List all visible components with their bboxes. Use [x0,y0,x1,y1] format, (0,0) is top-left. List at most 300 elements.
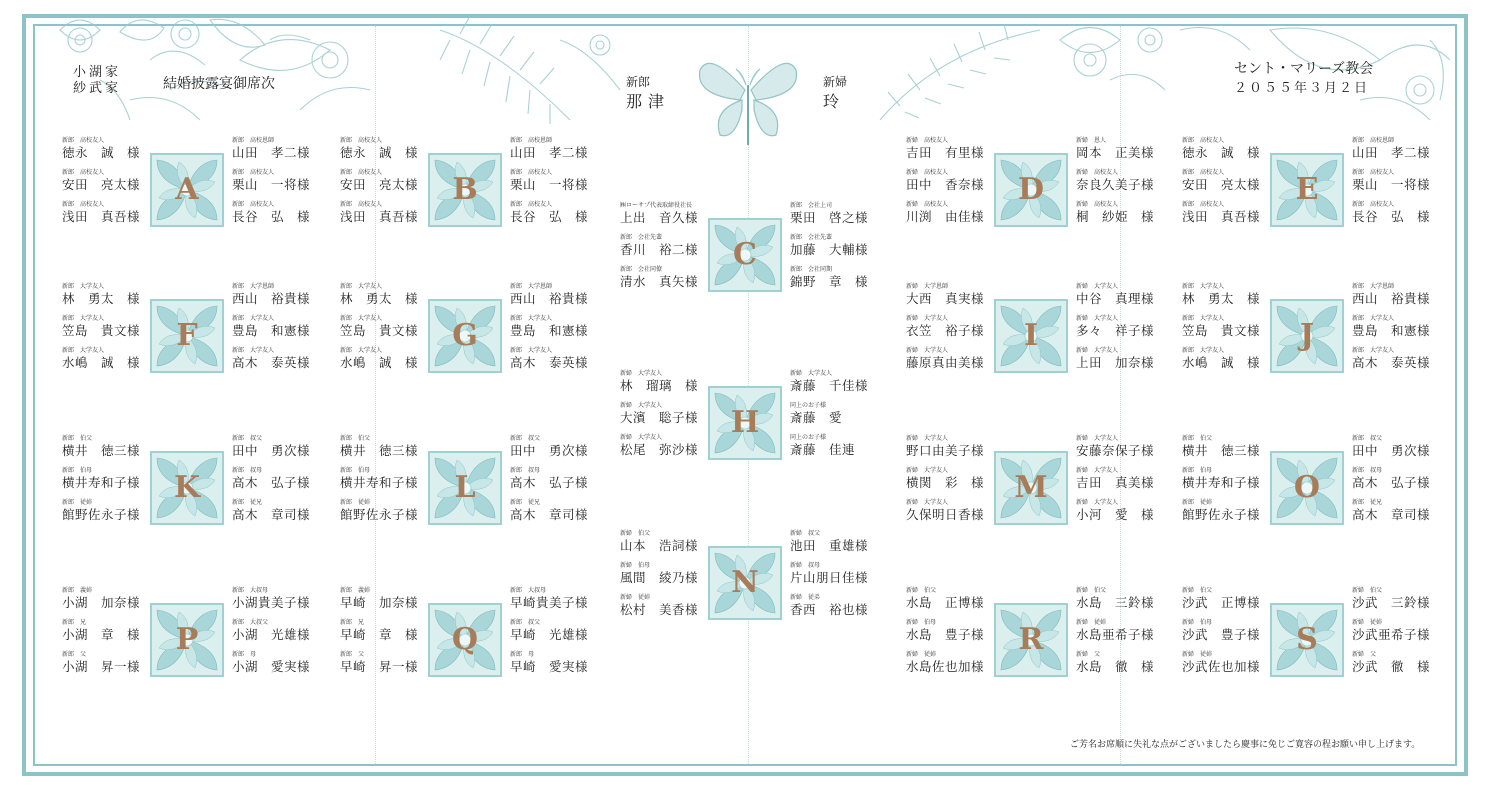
guest-name: 山田 孝二様 [232,145,311,160]
guest-relation: 新郎 高校友人 [232,169,275,176]
guest-name: 沙武 三鈴様 [1352,595,1431,610]
guest-name: 水嶋 誠 様 [1182,355,1261,370]
guest-name: 西山 裕貴様 [510,291,589,306]
guest-entry [1182,587,1268,611]
guest-relation: 新郎 会社先輩 [790,234,833,241]
guest-relation: 新郎 兄 [62,619,87,626]
guest-name: 徳永 誠 様 [1182,145,1261,160]
guest-entry [1076,435,1162,459]
table-n [620,530,870,650]
guest-name: 横井寿和子様 [62,475,141,490]
guest-entry [1352,347,1438,371]
table-letter: S [1296,622,1318,657]
guest-relation: 新郎 従兄 [510,499,541,506]
guest-name: 沙武亜希子様 [1352,627,1431,642]
guest-relation: 新郎 叔父 [510,619,541,626]
guest-relation: 新郎 高校友人 [62,137,105,144]
guest-entry [1076,169,1162,193]
guest-entry [1076,137,1162,161]
guest-relation: 新婦 大学友人 [1076,315,1119,322]
table-letter: C [733,237,757,272]
guest-relation: 新郎 母 [510,651,535,658]
table-marker-tile [150,153,224,227]
guest-relation: 新郎 高校友人 [1182,137,1225,144]
guest-name: 林 勇太 様 [340,291,419,306]
guest-name: 高木 弘子様 [1352,475,1431,490]
guest-relation: 新郎 大学恩師 [510,283,553,290]
table-marker-tile [1270,153,1344,227]
footer-note: ご芳名お席順に失礼な点がございましたら慶事に免じご寛容の程お願い申し上げます。 [1070,740,1421,750]
guest-relation: 新郎 従姉 [340,499,371,506]
guest-name: 吉田 真美様 [1076,475,1155,490]
table-letter: O [1293,470,1321,505]
guest-relation: 新婦 従弟 [790,594,821,601]
guest-entry [62,347,148,371]
guest-name: 大西 真実様 [906,291,985,306]
guest-entry [906,619,992,643]
guest-entry [1352,499,1438,523]
guest-relation: 新婦 大学友人 [1076,499,1119,506]
guest-name: 横井 徳三様 [62,443,141,458]
guest-entry [232,201,318,225]
guest-name: 徳永 誠 様 [62,145,141,160]
guest-name: 大濱 聡子様 [620,410,699,425]
guest-entry [1076,651,1162,675]
guest-relation: 新郎 従兄 [232,499,263,506]
guest-relation: 同上のお子様 [790,402,827,409]
guest-entry [510,137,596,161]
guest-name: 小湖 光雄様 [232,627,311,642]
guest-name: 小湖貴美子様 [232,595,311,610]
bride-name: 玲 [823,92,846,111]
guest-entry [340,467,426,491]
guest-name: 風間 綾乃様 [620,570,699,585]
guest-entry [232,587,318,611]
guest-entry [620,562,706,586]
guest-name: 長谷 弘 様 [1352,209,1431,224]
guest-entry [1352,169,1438,193]
guest-entry [232,169,318,193]
guest-name: 西山 裕貴様 [232,291,311,306]
guest-entry [620,370,706,394]
guest-entry [510,347,596,371]
guest-entry [62,619,148,643]
guest-name: 安田 亮太様 [340,177,419,192]
guest-name: 加藤 大輔様 [790,242,869,257]
guest-name: 水嶋 誠 様 [340,355,419,370]
guest-relation: 新郎 高校恩師 [232,137,275,144]
guest-name: 安田 亮太様 [1182,177,1261,192]
guest-name: 松村 美香様 [620,602,699,617]
table-marker-tile [1270,451,1344,525]
guest-name: 衣笠 裕子様 [906,323,985,338]
guest-entry [906,435,992,459]
guest-entry [620,202,706,226]
guest-entry [232,347,318,371]
guest-entry [906,499,992,523]
guest-relation: 新郎 会社同期 [790,266,833,273]
table-letter: I [1023,318,1039,353]
table-marker-tile [708,546,782,620]
table-letter: H [730,405,760,440]
guest-entry [620,234,706,258]
guest-entry [906,137,992,161]
guest-relation: 新婦 大学友人 [620,402,663,409]
guest-relation: 新郎 大学友人 [62,283,105,290]
guest-relation: 新郎 大学友人 [510,347,553,354]
guest-relation: 新婦 伯母 [620,562,651,569]
groom-label: 新郎 [626,75,651,89]
guest-name: 豊島 和憲様 [1352,323,1431,338]
guest-entry [62,201,148,225]
guest-name: 栗田 啓之様 [790,210,869,225]
guest-name: 安田 亮太様 [62,177,141,192]
guest-name: 吉田 有里様 [906,145,985,160]
guest-entry [1076,315,1162,339]
guest-name: 片山朋日佳様 [790,570,869,585]
guest-entry [1182,651,1268,675]
guest-relation: 新郎 伯父 [62,435,93,442]
table-letter: N [731,565,759,600]
guest-relation: 新婦 恩人 [1076,137,1107,144]
guest-relation: 新郎 高校友人 [1352,201,1395,208]
guest-relation: 新郎 従姉 [62,499,93,506]
guest-relation: 新婦 大学友人 [906,315,949,322]
guest-entry [906,467,992,491]
guest-entry [232,315,318,339]
guest-name: 館野佐永子様 [62,507,141,522]
guest-entry [1182,467,1268,491]
guest-entry [510,283,596,307]
guest-relation: 新郎 大学友人 [340,283,383,290]
guest-entry [1352,137,1438,161]
guest-name: 池田 重雄様 [790,538,869,553]
guest-name: 奈良久美子様 [1076,177,1155,192]
guest-name: 水島 豊子様 [906,627,985,642]
guest-name: 桐 紗姫 様 [1076,209,1155,224]
guest-relation: 新郎 高校友人 [232,201,275,208]
table-marker-tile [428,451,502,525]
guest-entry [790,234,876,258]
guest-relation: 新郎 大学友人 [232,315,275,322]
guest-entry [340,499,426,523]
guest-relation: 新郎 大学友人 [1182,283,1225,290]
guest-entry [1352,435,1438,459]
guest-name: 水嶋 誠 様 [62,355,141,370]
table-letter: G [452,318,478,353]
guest-name: 山本 浩詞様 [620,538,699,553]
table-marker-tile [708,386,782,460]
guest-entry [1352,467,1438,491]
table-g [340,283,590,403]
guest-name: 清水 真矢様 [620,274,699,289]
guest-relation: 新郎 叔母 [1352,467,1383,474]
table-r [906,587,1156,707]
table-s [1182,587,1432,707]
guest-relation: 新婦 従姉 [620,594,651,601]
table-marker-tile [428,603,502,677]
family-name-2: 紗武家 [73,81,122,96]
guest-relation: 新婦 伯母 [1182,619,1213,626]
guest-relation: 新郎 伯父 [340,435,371,442]
guest-name: 水島 正博様 [906,595,985,610]
guest-relation: 新郎 従兄 [1352,499,1383,506]
guest-name: 館野佐永子様 [340,507,419,522]
guest-name: 小湖 加奈様 [62,595,141,610]
guest-relation: 新婦 高校友人 [906,137,949,144]
guest-entry [1076,467,1162,491]
guest-name: 多々 祥子様 [1076,323,1155,338]
guest-relation: 新郎 大学恩師 [232,283,275,290]
guest-name: 豊島 和憲様 [510,323,589,338]
guest-relation: 新郎 義姉 [340,587,371,594]
guest-name: 山田 孝二様 [510,145,589,160]
guest-name: 高木 泰英様 [510,355,589,370]
guest-entry [906,347,992,371]
guest-relation: 新婦 大学友人 [620,370,663,377]
guest-entry [62,137,148,161]
guest-entry [62,651,148,675]
table-letter: E [1295,172,1319,207]
guest-name: 水島 三鈴様 [1076,595,1155,610]
guest-entry [1076,499,1162,523]
guest-relation: 新婦 伯父 [906,587,937,594]
guest-entry [620,266,706,290]
guest-name: 栗山 一将様 [1352,177,1431,192]
guest-entry [510,435,596,459]
guest-name: 田中 勇次様 [1352,443,1431,458]
table-h [620,370,870,490]
guest-name: 高木 章司様 [510,507,589,522]
guest-relation: 新郎 高校友人 [1182,169,1225,176]
guest-entry [62,315,148,339]
guest-entry [232,651,318,675]
guest-name: 西山 裕貴様 [1352,291,1431,306]
guest-name: 林 勇太 様 [62,291,141,306]
guest-name: 藤原真由美様 [906,355,985,370]
guest-relation: 新郎 高校友人 [510,201,553,208]
guest-entry [62,283,148,307]
table-letter: K [173,470,201,505]
guest-entry [340,651,426,675]
table-letter: B [452,172,478,207]
table-m [906,435,1156,555]
guest-entry [906,587,992,611]
table-letter: Q [451,622,479,657]
guest-relation: 新郎 高校恩師 [1352,137,1395,144]
table-letter: A [175,172,199,207]
guest-entry [906,283,992,307]
guest-relation: 新郎 大叔母 [232,587,269,594]
guest-entry [340,201,426,225]
guest-relation: 新郎 大学友人 [232,347,275,354]
guest-name: 笠島 貴文様 [62,323,141,338]
guest-entry [620,530,706,554]
guest-name: 川渕 由佳様 [906,209,985,224]
table-marker-tile [150,603,224,677]
guest-entry [1076,347,1162,371]
guest-name: 斎藤 千佳様 [790,378,869,393]
guest-relation: 新郎 伯母 [340,467,371,474]
table-marker-tile [994,153,1068,227]
guest-entry [790,530,876,554]
guest-entry [340,347,426,371]
guest-entry [510,499,596,523]
guest-entry [1076,201,1162,225]
guest-relation: 新郎 大学友人 [62,347,105,354]
guest-name: 早崎 光雄様 [510,627,589,642]
guest-relation: 新郎 会社同僚 [620,266,663,273]
guest-entry [340,619,426,643]
guest-entry [906,651,992,675]
guest-name: 松尾 弥沙様 [620,442,699,457]
guest-name: 長谷 弘 様 [510,209,589,224]
guest-name: 水島 徹 様 [1076,659,1155,674]
guest-relation: 新郎 大学友人 [1182,347,1225,354]
guest-entry [1076,587,1162,611]
guest-name: 香川 裕二様 [620,242,699,257]
guest-name: 高木 章司様 [232,507,311,522]
guest-name: 水島佐也加様 [906,659,985,674]
guest-name: 上出 音久様 [620,210,699,225]
guest-entry [790,202,876,226]
guest-relation: 新婦 大学友人 [1076,283,1119,290]
guest-name: 豊島 和憲様 [232,323,311,338]
guest-relation: 新郎 兄 [340,619,365,626]
guest-name: 安藤奈保子様 [1076,443,1155,458]
guest-entry [1182,347,1268,371]
guest-relation: 新郎 大学友人 [1352,347,1395,354]
guest-entry [1076,619,1162,643]
table-b [340,137,590,257]
guest-name: 早崎 章 様 [340,627,419,642]
guest-relation: 新婦 父 [1352,651,1377,658]
guest-relation: 新郎 母 [232,651,257,658]
guest-entry [510,587,596,611]
guest-relation: 新郎 高校友人 [340,137,383,144]
guest-relation: 新婦 従姉 [1076,619,1107,626]
guest-name: 林 瑠璃 様 [620,378,699,393]
guest-relation: 新婦 高校友人 [906,169,949,176]
guest-relation: 新婦 伯父 [1076,587,1107,594]
guest-relation: 新郎 高校友人 [340,201,383,208]
table-k [62,435,312,555]
table-marker-tile [1270,603,1344,677]
guest-entry [62,587,148,611]
guest-name: 笠島 貴文様 [340,323,419,338]
table-marker-tile [994,603,1068,677]
guest-relation: 新婦 大学友人 [1076,435,1119,442]
guest-entry [790,402,876,426]
guest-relation: ㈱ローサプ代表取締役社長 [620,202,693,209]
guest-relation: 新婦 大学友人 [906,467,949,474]
guest-entry [1352,651,1438,675]
guest-entry [1352,619,1438,643]
guest-entry [1182,201,1268,225]
guest-name: 笠島 貴文様 [1182,323,1261,338]
table-f [62,283,312,403]
guest-relation: 新郎 大学友人 [340,347,383,354]
guest-entry [510,315,596,339]
guest-relation: 新郎 高校友人 [1182,201,1225,208]
guest-name: 中谷 真理様 [1076,291,1155,306]
guest-name: 香西 裕也様 [790,602,869,617]
guest-relation: 新婦 従姉 [1182,651,1213,658]
guest-relation: 新郎 会社先輩 [620,234,663,241]
guest-entry [340,315,426,339]
table-letter: M [1014,470,1048,505]
guest-relation: 新婦 高校友人 [1076,201,1119,208]
guest-name: 早崎貴美子様 [510,595,589,610]
guest-entry [906,169,992,193]
guest-entry [790,266,876,290]
table-a [62,137,312,257]
guest-name: 田中 香奈様 [906,177,985,192]
guest-relation: 同上のお子様 [790,434,827,441]
table-marker-tile [428,153,502,227]
guest-relation: 新郎 叔父 [510,435,541,442]
guest-name: 栗山 一将様 [510,177,589,192]
guest-relation: 新婦 大学友人 [906,499,949,506]
guest-entry [510,169,596,193]
guest-name: 早崎 加奈様 [340,595,419,610]
guest-relation: 新郎 叔母 [510,467,541,474]
guest-entry [510,467,596,491]
venue-name: セント・マリーズ教会 [1234,61,1374,77]
guest-name: 田中 勇次様 [232,443,311,458]
guest-entry [1352,201,1438,225]
guest-relation: 新婦 大学友人 [1076,467,1119,474]
guest-name: 高木 章司様 [1352,507,1431,522]
guest-name: 徳永 誠 様 [340,145,419,160]
groom-name: 那津 [626,92,671,111]
guest-name: 斎藤 佳連 [790,442,856,457]
guest-entry [62,435,148,459]
guest-relation: 新郎 大学友人 [510,315,553,322]
guest-name: 長谷 弘 様 [232,209,311,224]
guest-relation: 新郎 高校恩師 [510,137,553,144]
guest-relation: 新郎 叔父 [232,435,263,442]
table-p [62,587,312,707]
guest-entry [510,201,596,225]
guest-name: 栗山 一将様 [232,177,311,192]
guest-entry [906,315,992,339]
guest-relation: 新婦 大学友人 [906,435,949,442]
guest-relation: 新郎 大学友人 [1352,315,1395,322]
guest-name: 横井寿和子様 [340,475,419,490]
guest-name: 小河 愛 様 [1076,507,1155,522]
guest-entry [232,435,318,459]
table-letter: L [454,470,476,505]
table-i [906,283,1156,403]
guest-entry [620,434,706,458]
guest-name: 横井 徳三様 [1182,443,1261,458]
table-j [1182,283,1432,403]
guest-entry [510,651,596,675]
guest-name: 早崎 愛実様 [510,659,589,674]
guest-relation: 新婦 伯母 [906,619,937,626]
guest-entry [1352,587,1438,611]
table-letter: P [175,622,199,657]
guest-relation: 新婦 大学友人 [790,370,833,377]
guest-relation: 新郎 大学友人 [340,315,383,322]
guest-relation: 新婦 従姉 [1352,619,1383,626]
guest-relation: 新郎 高校友人 [62,169,105,176]
guest-relation: 新婦 父 [1076,651,1101,658]
guest-name: 高木 泰英様 [1352,355,1431,370]
guest-entry [62,467,148,491]
guest-entry [62,169,148,193]
